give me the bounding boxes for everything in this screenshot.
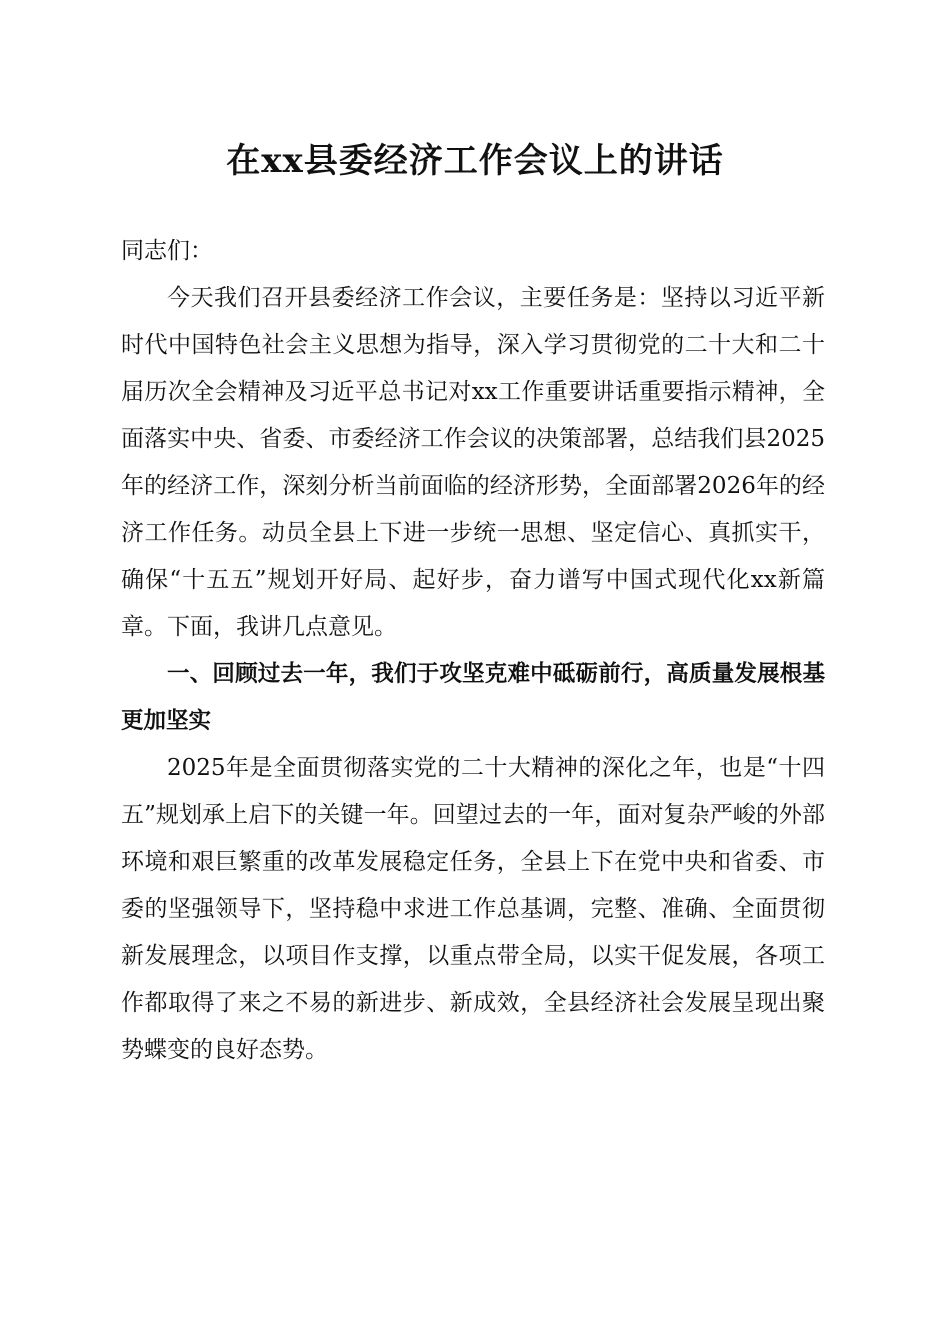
section-heading: 一、回顾过去一年，我们于攻坚克难中砥砺前行，高质量发展根基更加坚实 [121,661,825,734]
document-title: 在xx县委经济工作会议上的讲话 [226,141,724,181]
review-paragraph: 2025年是全面贯彻落实党的二十大精神的深化之年，也是“十四五”规划承上启下的关键一年。回望过去的一年，面对复杂严峻的外部环境和艰巨繁重的改革发展稳定任务，全县上下在党中央和省委、市委的坚强领导下，坚持稳中求进工作总基调，完整、准确、全面贯彻新发展理念，以项目作支撑，以重点带全局，以实干促发展，各项工作都取得了来之不易的新进步、新成效，全县经济社会发展呈现出聚势蝶变的良好态势。 [121,755,825,1063]
document-body [121,228,825,1074]
intro-paragraph: 今天我们召开县委经济工作会议，主要任务是：坚持以习近平新时代中国特色社会主义思想为指导，深入学习贯彻党的二十大和二十届历次全会精神及习近平总书记对xx工作重要讲话重要指示精神，全面落实中央、省委、市委经济工作会议的决策部署，总结我们县2025年的经济工作，深刻分析当前面临的经济形势，全面部署2026年的经济工作任务。动员全县上下进一步统一思想、坚定信心、真抓实干，确保“十五五”规划开好局、起好步，奋力谱写中国式现代化xx新篇章。下面，我讲几点意见。 [121,285,825,640]
salutation: 同志们： [121,238,213,264]
